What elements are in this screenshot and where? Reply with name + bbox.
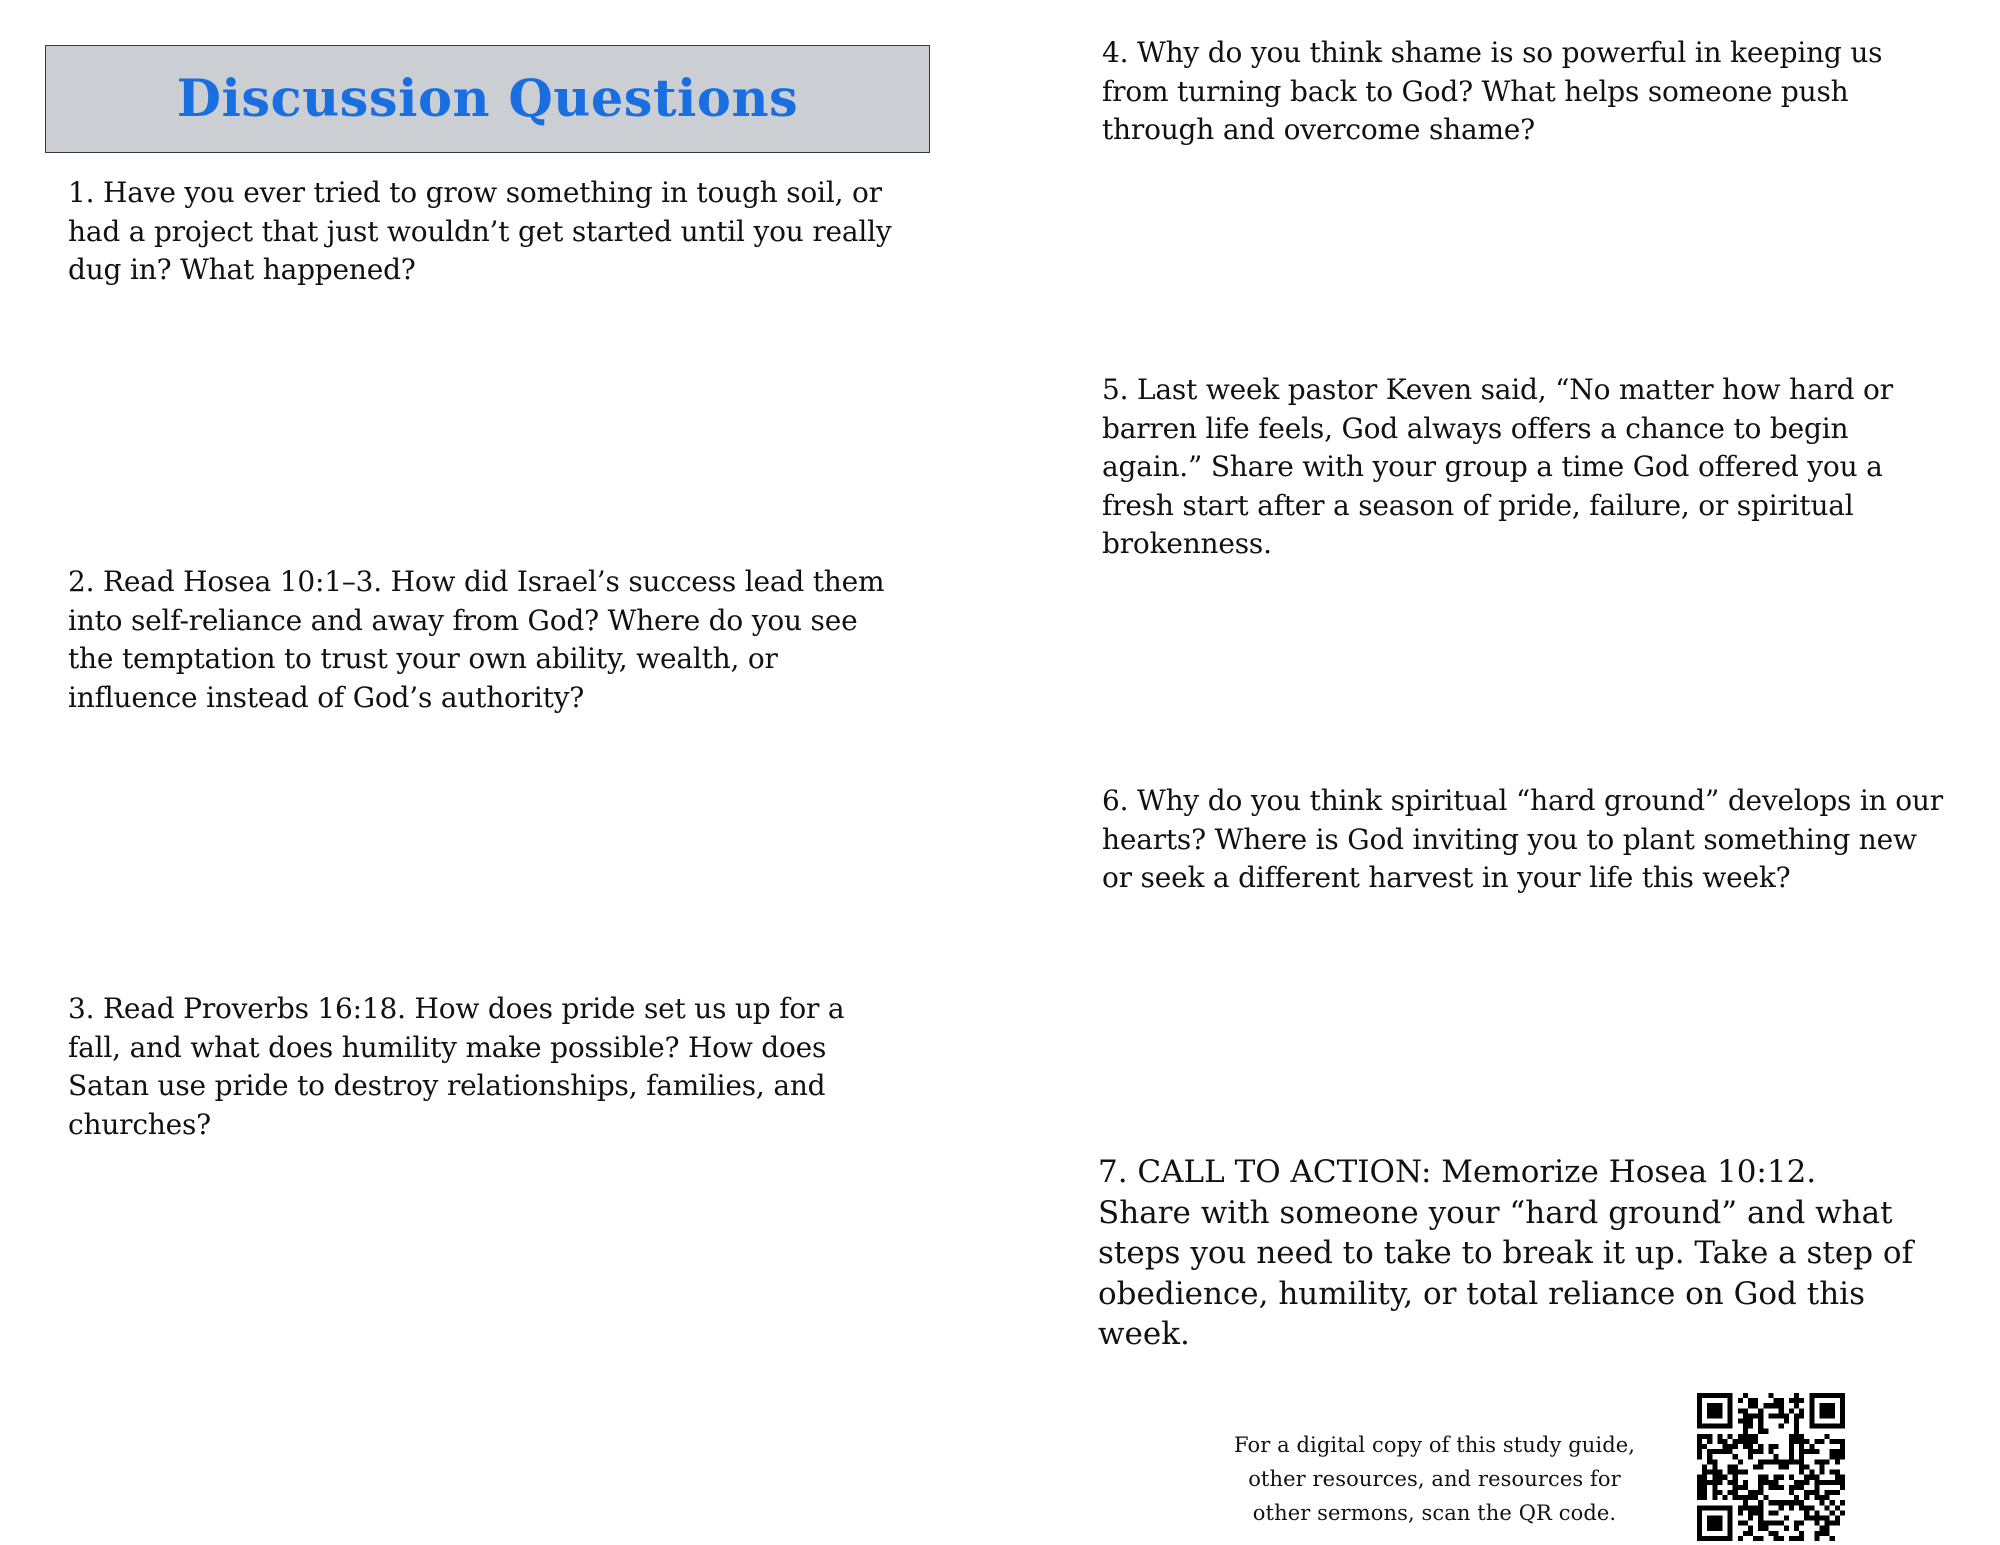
call-to-action: 7. CALL TO ACTION: Memorize Hosea 10:12. Share with someone your “hard ground” and what steps you need to take to break it up. Take a step of obedience, humility, or total reliance on God this week. — [1098, 1154, 1914, 1352]
question-6: 6. Why do you think spiritual “hard ground” develops in our hearts? Where is God inviting you to plant something new or seek a different harvest in your life this week? — [1102, 784, 1943, 894]
question-2: 2. Read Hosea 10:1–3. How did Israel’s success lead them into self-reliance and away from God? Where do you see the temptation to trust your own ability, wealth, or influence instead of God’s authority? — [68, 565, 885, 714]
question-3: 3. Read Proverbs 16:18. How does pride set us up for a fall, and what does humility make possible? How does Satan use pride to destroy relationships, families, and churches? — [68, 992, 845, 1141]
question-5: 5. Last week pastor Keven said, “No matter how hard or barren life feels, God always offers a chance to begin again.” Share with your group a time God offered you a fresh start after a season of pride, failure, or spiritual brokenness. — [1102, 373, 1893, 560]
footer-note: For a digital copy of this study guide, other resources, and resources for other sermons, scan the QR code. — [1233, 1433, 1636, 1525]
question-1: 1. Have you ever tried to grow something in tough soil, or had a project that just wouldn’t get started until you really dug in? What happened? — [68, 176, 892, 286]
qr-code-icon[interactable] — [1697, 1393, 1845, 1541]
question-4: 4. Why do you think shame is so powerful in keeping us from turning back to God? What helps someone push through and overcome shame? — [1102, 36, 1883, 146]
header-box — [45, 45, 930, 153]
page-title: Discussion Questions — [176, 69, 799, 129]
